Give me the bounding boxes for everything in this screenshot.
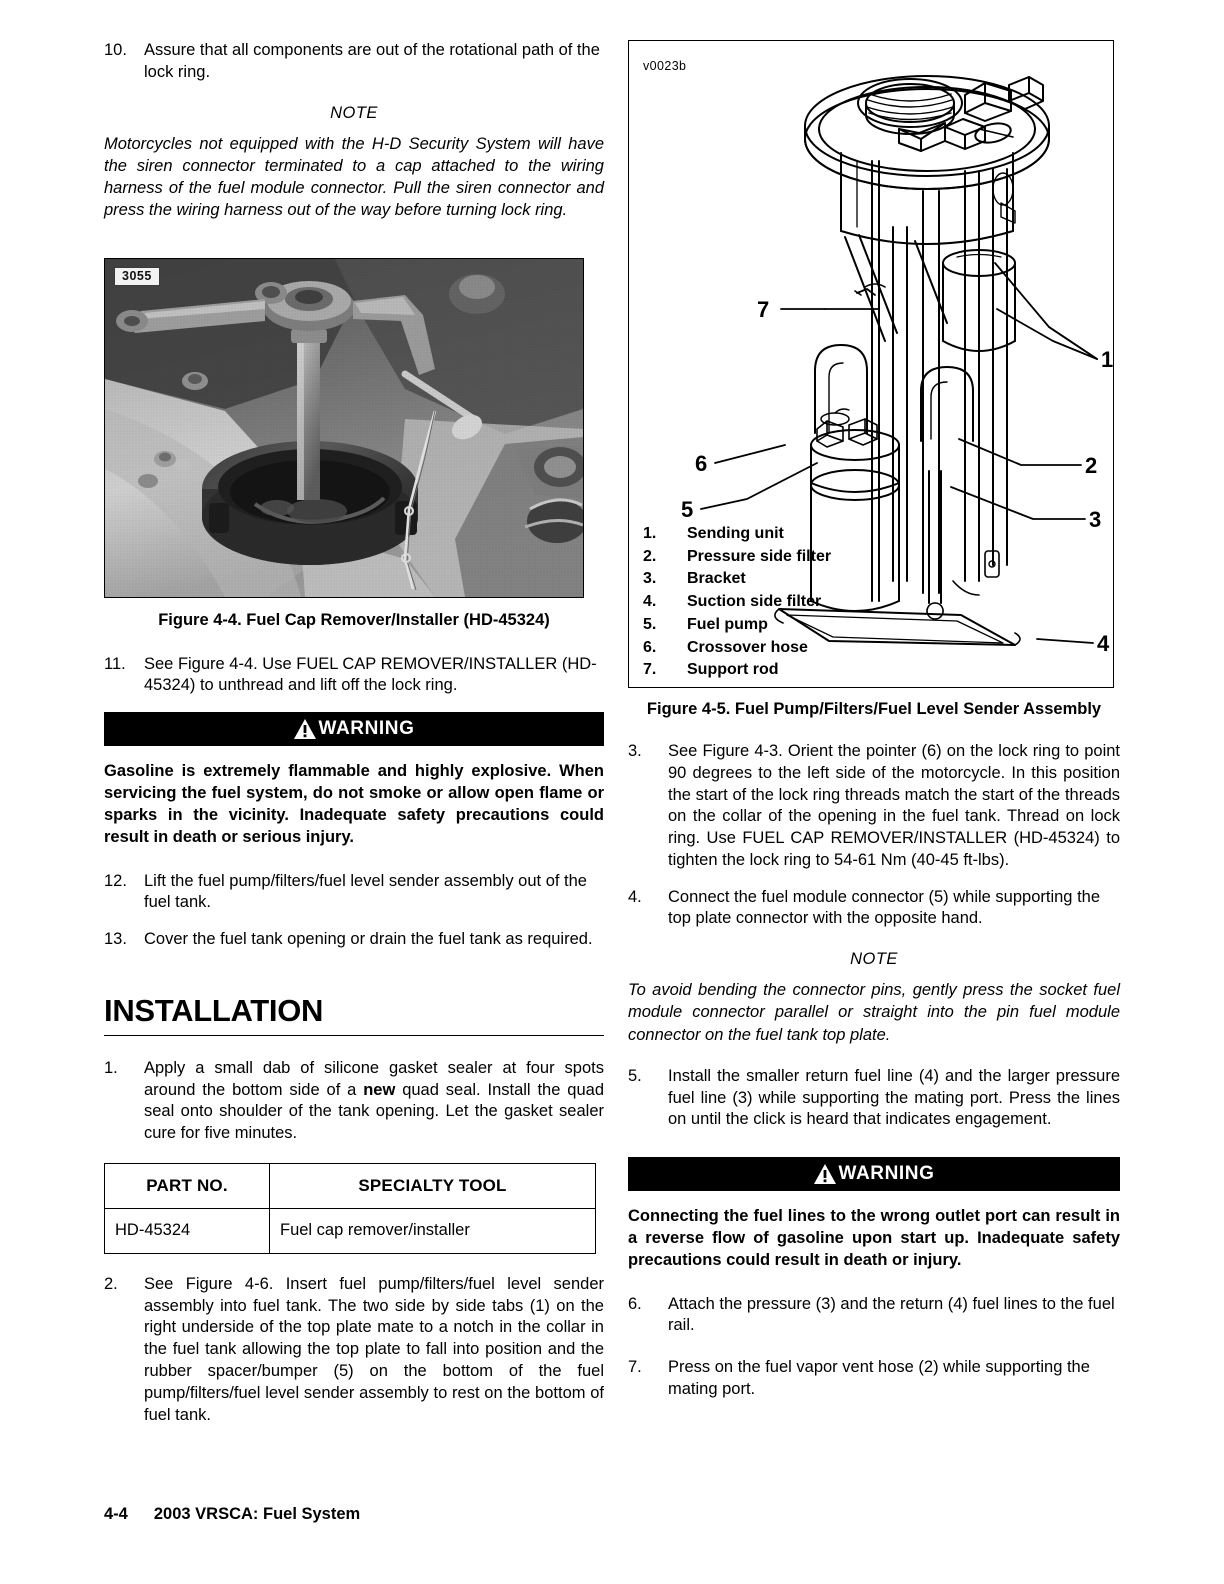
legend-item-1 xyxy=(643,523,831,546)
step-10 xyxy=(104,40,604,84)
warning-banner-2 xyxy=(628,1157,1120,1191)
step-6 xyxy=(628,1294,1120,1338)
step-4-number: 4. xyxy=(628,887,642,906)
section-divider xyxy=(104,1035,604,1036)
callout-3: 3 xyxy=(1089,507,1102,532)
callout-5: 5 xyxy=(681,497,694,522)
table-cell-tool-name: Fuel cap remover/installer xyxy=(270,1208,596,1253)
callout-7: 7 xyxy=(757,297,770,322)
legend-label-2: Pressure side filter xyxy=(687,547,832,565)
legend-item-6 xyxy=(643,637,831,660)
left-column xyxy=(104,40,604,1441)
step-6-text: Attach the pressure (3) and the return (4) fuel lines to the fuel rail. xyxy=(668,1294,1115,1335)
legend-item-7 xyxy=(643,659,831,682)
legend-label-6: Crossover hose xyxy=(687,638,808,656)
legend-label-5: Fuel pump xyxy=(687,615,768,633)
callout-1: 1 xyxy=(1101,347,1113,372)
callout-6: 6 xyxy=(695,451,708,476)
install-step-1-number: 1. xyxy=(104,1058,118,1077)
step-13-text: Cover the fuel tank opening or drain the fuel tank as required. xyxy=(144,930,593,949)
legend-number-2: 2. xyxy=(643,547,657,565)
step-7-text: Press on the fuel vapor vent hose (2) while supporting the mating port. xyxy=(668,1358,1090,1398)
warning-label-1: WARNING xyxy=(318,718,415,740)
install-step-1-text xyxy=(144,1058,604,1145)
page-footer xyxy=(104,1505,360,1524)
step-7 xyxy=(628,1357,1120,1401)
step-13 xyxy=(104,929,604,951)
note-1-heading: NOTE xyxy=(330,103,378,122)
install-step-2-number: 2. xyxy=(104,1274,118,1293)
legend-item-4 xyxy=(643,591,831,614)
legend-number-3: 3. xyxy=(643,570,657,588)
table-header-specialty-tool: SPECIALTY TOOL xyxy=(270,1163,596,1208)
legend-label-7: Support rod xyxy=(687,661,779,679)
warning-label-2: WARNING xyxy=(838,1163,935,1185)
warning-text-1: Gasoline is extremely flammable and highly explosive. When servicing the fuel system, do not smoke or allow open flame or sparks in the vicinity. Inadequate safety precautions could result in death or serious injury. xyxy=(104,762,604,847)
step-12-number: 12. xyxy=(104,871,127,890)
install-step-2 xyxy=(104,1274,604,1426)
step-5 xyxy=(628,1066,1120,1131)
legend-number-4: 4. xyxy=(643,593,657,611)
callout-4: 4 xyxy=(1097,631,1110,656)
warning-text-2: Connecting the fuel lines to the wrong outlet port can result in a reverse flow of gasoline upon start up. Inadequate safety precautions could result in death or injury. xyxy=(628,1207,1120,1270)
install-step-2-text: See Figure 4-6. Insert fuel pump/filters/fuel level sender assembly into fuel tank. The two side by side tabs (1) on the right underside of the top plate mate to a notch in the collar in the fuel tank allowing the top plate to fall into position and the rubber spacer/bumper (5) on the bottom of the fuel pump/filters/fuel level sender assembly to rest on the bottom of fuel tank. xyxy=(144,1274,604,1424)
legend-item-2 xyxy=(643,546,831,569)
specialty-tool-table xyxy=(104,1163,596,1254)
legend-item-3 xyxy=(643,568,831,591)
legend-number-1: 1. xyxy=(643,525,657,542)
note-1-text: Motorcycles not equipped with the H-D Security System will have the siren connector terminated to a cap attached to the wiring harness of the fuel module connector. Pull the siren connector and press the wiring harness out of the way before turning lock ring. xyxy=(104,134,604,220)
callout-2: 2 xyxy=(1085,453,1098,478)
warning-banner-1 xyxy=(104,712,604,746)
figure-4-4-caption: Figure 4-4. Fuel Cap Remover/Installer (HD-45324) xyxy=(158,610,550,629)
install-step-1-text-b: quad seal. Install the quad seal onto shoulder of the tank opening. Let the gasket sealer cure for five minutes. xyxy=(144,1080,604,1143)
figure-4-5-caption: Figure 4-5. Fuel Pump/Filters/Fuel Level Sender Assembly xyxy=(646,700,1102,718)
table-cell-part-no: HD-45324 xyxy=(105,1208,270,1253)
warning-triangle-icon xyxy=(813,1163,837,1185)
warning-triangle-icon xyxy=(293,718,317,740)
installation-heading: INSTALLATION xyxy=(104,992,324,1028)
step-3-text: See Figure 4-3. Orient the pointer (6) on the lock ring to point 90 degrees to the left side of the motorcycle. In this position the start of the lock ring threads match the start of the threads on the collar of the opening in the fuel tank. Thread on lock ring. Use FUEL CAP REMOVER/INSTALLER (HD-45324) to tighten the lock ring to 54-61 Nm (40-45 ft-lbs). xyxy=(668,742,1120,869)
legend-label-3: Bracket xyxy=(687,570,746,588)
figure-4-4-photo xyxy=(104,258,584,598)
note-2-heading: NOTE xyxy=(850,950,898,969)
step-6-number: 6. xyxy=(628,1294,642,1313)
step-7-number: 7. xyxy=(628,1358,642,1377)
legend-label-4: Suction side filter xyxy=(687,593,822,611)
step-5-number: 5. xyxy=(628,1066,642,1085)
step-12-text: Lift the fuel pump/filters/fuel level sender assembly out of the fuel tank. xyxy=(144,871,587,912)
step-4-text: Connect the fuel module connector (5) while supporting the top plate connector with the opposite hand. xyxy=(668,887,1101,928)
figure-4-5-legend xyxy=(643,523,831,682)
photo-image xyxy=(105,259,583,597)
illustration-id-tag: v0023b xyxy=(643,59,687,73)
legend-label-1: Sending unit xyxy=(687,525,784,542)
footer-title: 2003 VRSCA: Fuel System xyxy=(153,1505,361,1523)
step-13-number: 13. xyxy=(104,930,127,949)
table-row xyxy=(105,1208,596,1253)
figure-4-5-illustration xyxy=(628,40,1114,688)
table-header-row xyxy=(105,1163,596,1208)
legend-item-5 xyxy=(643,614,831,637)
right-column xyxy=(628,40,1120,1416)
note-2-text: To avoid bending the connector pins, gently press the socket fuel module connector parallel or straight into the pin fuel module connector on the fuel tank top plate. xyxy=(628,981,1120,1044)
legend-number-5: 5. xyxy=(643,615,657,633)
step-11-number: 11. xyxy=(104,654,126,673)
step-4 xyxy=(628,887,1120,931)
step-3-number: 3. xyxy=(628,742,642,760)
photo-id-tag: 3055 xyxy=(114,267,160,286)
legend-number-6: 6. xyxy=(643,638,657,656)
table-header-part-no: PART NO. xyxy=(105,1163,270,1208)
step-11-text: See Figure 4-4. Use FUEL CAP REMOVER/INSTALLER (HD-45324) to unthread and lift off the lock ring. xyxy=(144,654,597,695)
install-step-1-text-a: Apply a small dab of silicone gasket sealer at four spots around the bottom side of a xyxy=(144,1058,604,1099)
step-10-number: 10. xyxy=(104,41,127,59)
install-step-1-bold-word: new xyxy=(363,1080,396,1099)
step-10-text: Assure that all components are out of the rotational path of the lock ring. xyxy=(144,41,600,81)
step-3 xyxy=(628,741,1120,872)
install-step-1 xyxy=(104,1058,604,1145)
footer-page-number: 4-4 xyxy=(104,1505,128,1523)
step-5-text: Install the smaller return fuel line (4) and the larger pressure fuel line (3) while supporting the mating port. Press the lines on until the click is heard that indicates engagement. xyxy=(668,1066,1120,1129)
step-12 xyxy=(104,871,604,915)
legend-number-7: 7. xyxy=(643,661,657,679)
step-11 xyxy=(104,654,604,698)
